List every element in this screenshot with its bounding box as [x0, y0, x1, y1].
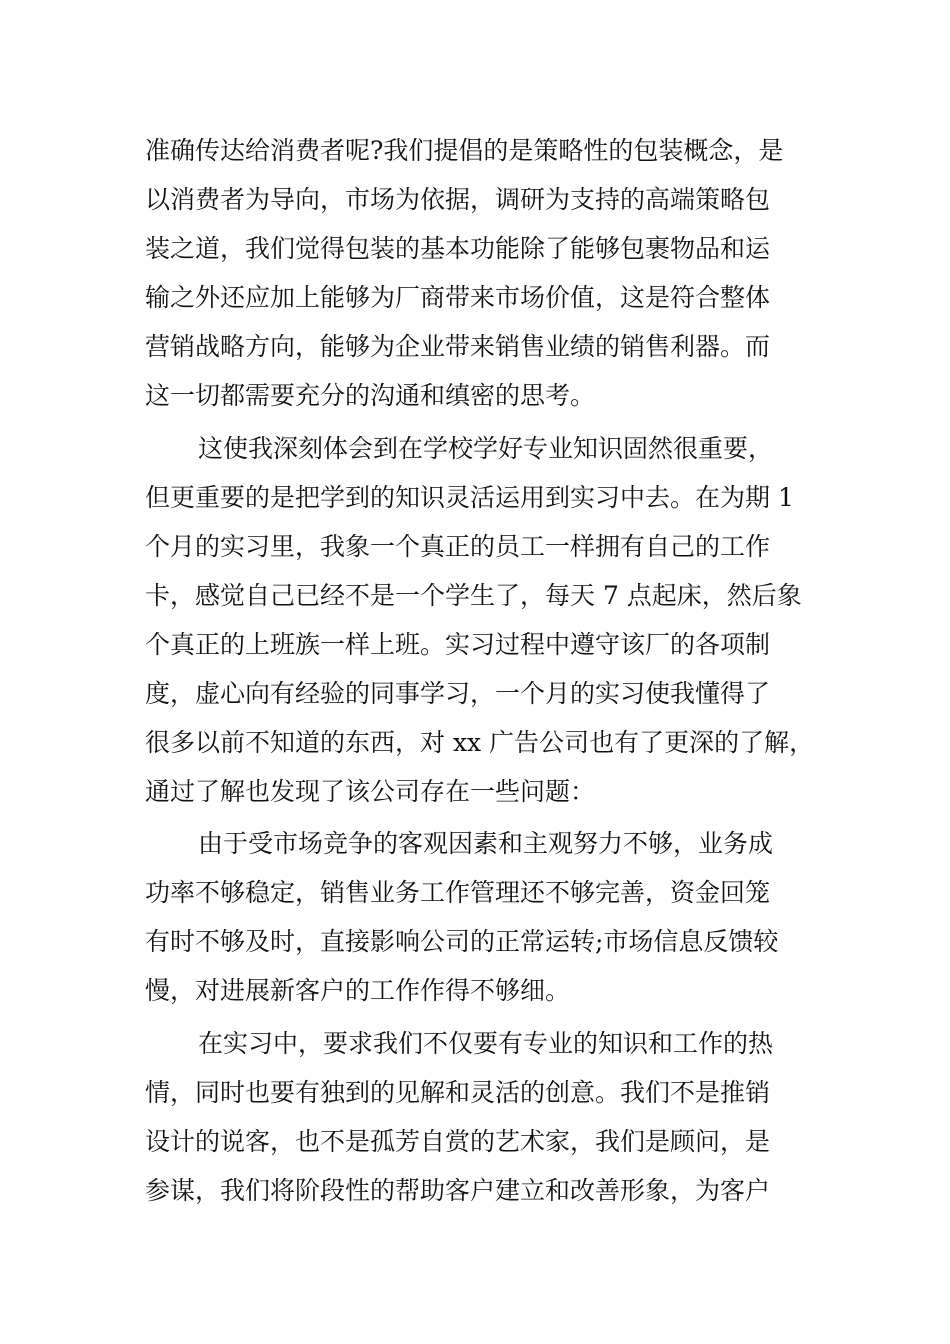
text-line: 装之道，我们觉得包装的基本功能除了能够包裹物品和运	[145, 234, 771, 263]
text-line: 有时不够及时，直接影响公司的正常运转;市场信息反馈较	[145, 927, 779, 956]
text-line: 参谋，我们将阶段性的帮助客户建立和改善形象，为客户	[145, 1176, 771, 1205]
text-line: 营销战略方向，能够为企业带来销售业绩的销售利器。而	[145, 332, 771, 361]
text-line: 在实习中，要求我们不仅要有专业的知识和工作的热	[198, 1029, 774, 1058]
text-line: 功率不够稳定，销售业务工作管理还不够完善，资金回笼	[145, 878, 771, 907]
text-line: 个月的实习里，我象一个真正的员工一样拥有自己的工作	[145, 532, 771, 561]
text-line: 卡，感觉自己已经不是一个学生了，每天 7 点起床，然后象	[145, 581, 802, 610]
text-line: 这一切都需要充分的沟通和缜密的思考。	[145, 381, 596, 410]
text-line: 很多以前不知道的东西，对 xx 广告公司也有了更深的了解，	[145, 728, 815, 757]
text-line: 慢，对进展新客户的工作作得不够细。	[145, 976, 571, 1005]
text-line: 这使我深刻体会到在学校学好专业知识固然很重要，	[198, 434, 774, 463]
text-line: 以消费者为导向，市场为依据，调研为支持的高端策略包	[145, 185, 771, 214]
text-line: 情，同时也要有独到的见解和灵活的创意。我们不是推销	[145, 1078, 771, 1107]
text-line: 设计的说客，也不是孤芳自赏的艺术家，我们是顾问，是	[145, 1127, 771, 1156]
text-line: 但更重要的是把学到的知识灵活运用到实习中去。在为期 1	[145, 483, 794, 512]
text-line: 个真正的上班族一样上班。实习过程中遵守该厂的各项制	[145, 630, 771, 659]
text-line: 准确传达给消费者呢?我们提倡的是策略性的包装概念，是	[145, 136, 784, 165]
text-line: 由于受市场竞争的客观因素和主观努力不够，业务成	[198, 829, 774, 858]
text-line: 通过了解也发现了该公司存在一些问题：	[145, 777, 596, 806]
text-line: 度，虚心向有经验的同事学习，一个月的实习使我懂得了	[145, 679, 771, 708]
text-line: 输之外还应加上能够为厂商带来市场价值，这是符合整体	[145, 283, 771, 312]
